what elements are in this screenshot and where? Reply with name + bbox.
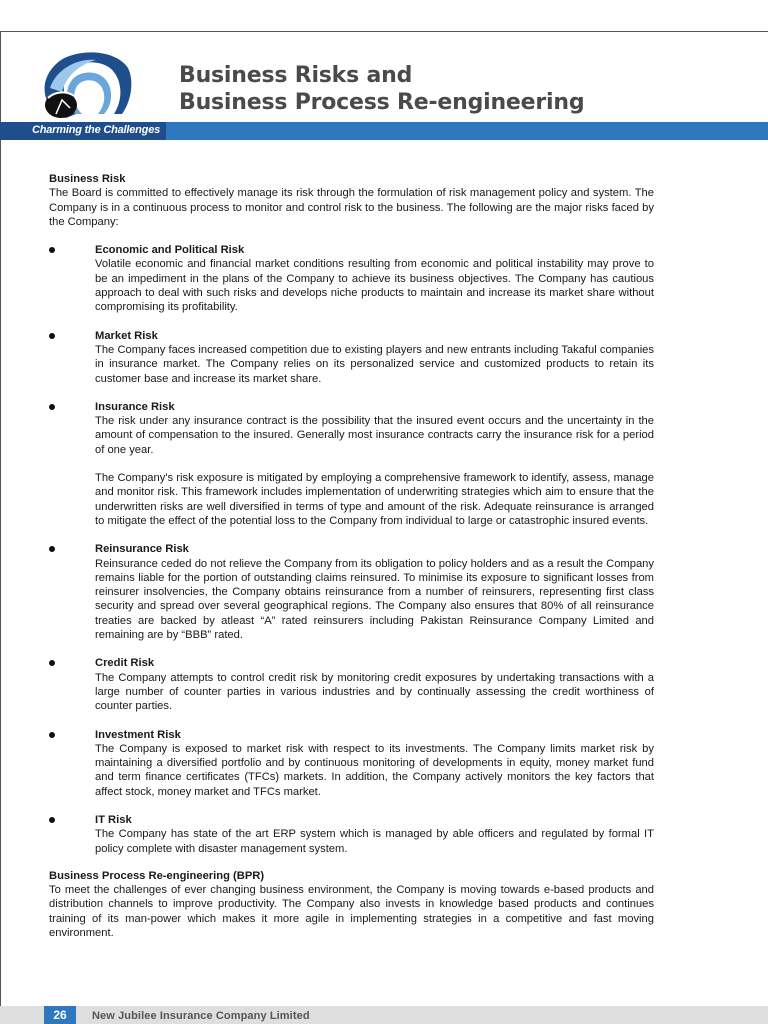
bpr-heading: Business Process Re-engineering (BPR): [49, 869, 265, 882]
risk-item-insurance: [49, 400, 654, 528]
bullet-icon: [49, 660, 55, 666]
business-risk-heading: Business Risk: [49, 173, 126, 185]
risk-text: The Company attempts to control credit risk by monitoring credit exposures by undertaking transactions with a large number of counter parties in various industries and by continually assessing the credit worthiness of counter parties.: [95, 671, 654, 713]
risk-item-economic: [49, 243, 654, 314]
bullet-icon: [49, 404, 55, 410]
title-line-2: Business Process Re-engineering: [179, 90, 585, 115]
risk-title: Market Risk: [95, 329, 158, 342]
bpr-text: To meet the challenges of ever changing business environment, the Company is moving towards e-based products and distribution channels to improve productivity. The Company also invests in knowledge based products and continues training of its man-power which makes it more agile in implementing strategies in a competitive and fast moving environment.: [49, 884, 654, 940]
banner-tagline: Charming the Challenges: [32, 124, 161, 136]
risk-title: Reinsurance Risk: [95, 543, 189, 556]
risk-text: The Company is exposed to market risk with respect to its investments. The Company limits market risk by maintaining a diversified portfolio and by continuous monitoring of developments in equity, money market fund and term finance certificates (TFCs) markets. In addition, the Company actively monitors the key factors that affect stock, money market and TFCs market.: [95, 742, 654, 798]
bullet-icon: [49, 732, 55, 738]
risk-title: Investment Risk: [95, 728, 181, 741]
risk-item-investment: [49, 728, 654, 799]
bullet-icon: [49, 247, 55, 253]
risk-text: The risk under any insurance contract is the possibility that the insured event occurs and the uncertainty in the amount of compensation to the insured. Generally most insurance contracts carry the insurance risk for a period of one year.: [95, 415, 654, 456]
risk-title: Credit Risk: [95, 657, 155, 670]
bullet-icon: [49, 817, 55, 823]
business-risk-intro: The Board is committed to effectively manage its risk through the formulation of risk management policy and system. The Company is in a continuous process to monitor and control risk to the business. The following are the major risks faced by the Company:: [49, 187, 654, 228]
page-title: [179, 62, 584, 116]
main-content: [49, 172, 654, 940]
risk-title: Economic and Political Risk: [95, 244, 245, 257]
risk-item-credit: [49, 656, 654, 713]
risk-item-it: [49, 813, 654, 856]
bullet-icon: [49, 546, 55, 552]
risk-text: Volatile economic and financial market conditions resulting from economic and political instability may prove to be an impediment in the plans of the Company to achieve its business objectives. The Company has cautious approach to deal with such risks and develops niche products to maintain and increase its market share without compromising its profitability.: [95, 258, 654, 314]
risk-text: The Company faces increased competition due to existing players and new entrants including Takaful companies in insurance market. The Company relies on its personalized service and customized products to retain its customer base and increase its market share.: [95, 343, 654, 385]
title-line-1: Business Risks and: [179, 63, 413, 88]
company-logo: [36, 48, 134, 126]
bullet-icon: [49, 333, 55, 339]
risk-item-market: [49, 329, 654, 386]
risk-item-reinsurance: [49, 542, 654, 642]
risk-text: The Company has state of the art ERP system which is managed by able officers and regulated by formal IT policy complete with disaster management system.: [95, 828, 654, 855]
footer-company-name: New Jubilee Insurance Company Limited: [92, 1010, 310, 1022]
risk-title: Insurance Risk: [95, 400, 175, 413]
page-number: 26: [53, 1008, 67, 1022]
risk-title: IT Risk: [95, 813, 132, 826]
risk-text: Reinsurance ceded do not relieve the Company from its obligation to policy holders and as a result the Company remains liable for the portion of outstanding claims reinsured. To minimise its exposure to significant losses from reinsurer insolvencies, the Company obtains reinsurance from a number of reinsurers, representing first class security and spread over several geographical regions. The Company also ensures that 80% of all reinsurance treaties are backed by atleast “A” rated reinsurers including Pakistan Reinsurance Company Limited and remaining are by “BBB” rated.: [95, 557, 654, 642]
risk-text-secondary: The Company's risk exposure is mitigated by employing a comprehensive framework to identify, assess, manage and monitor risk. This framework includes implementation of underwriting strategies which aim to ensure that the underwritten risks are well diversified in terms of type and amount of the risk. Adequate reinsurance is arranged to mitigate the effect of the potential loss to the Company from individual to large or catastrophic insured events.: [95, 472, 654, 527]
